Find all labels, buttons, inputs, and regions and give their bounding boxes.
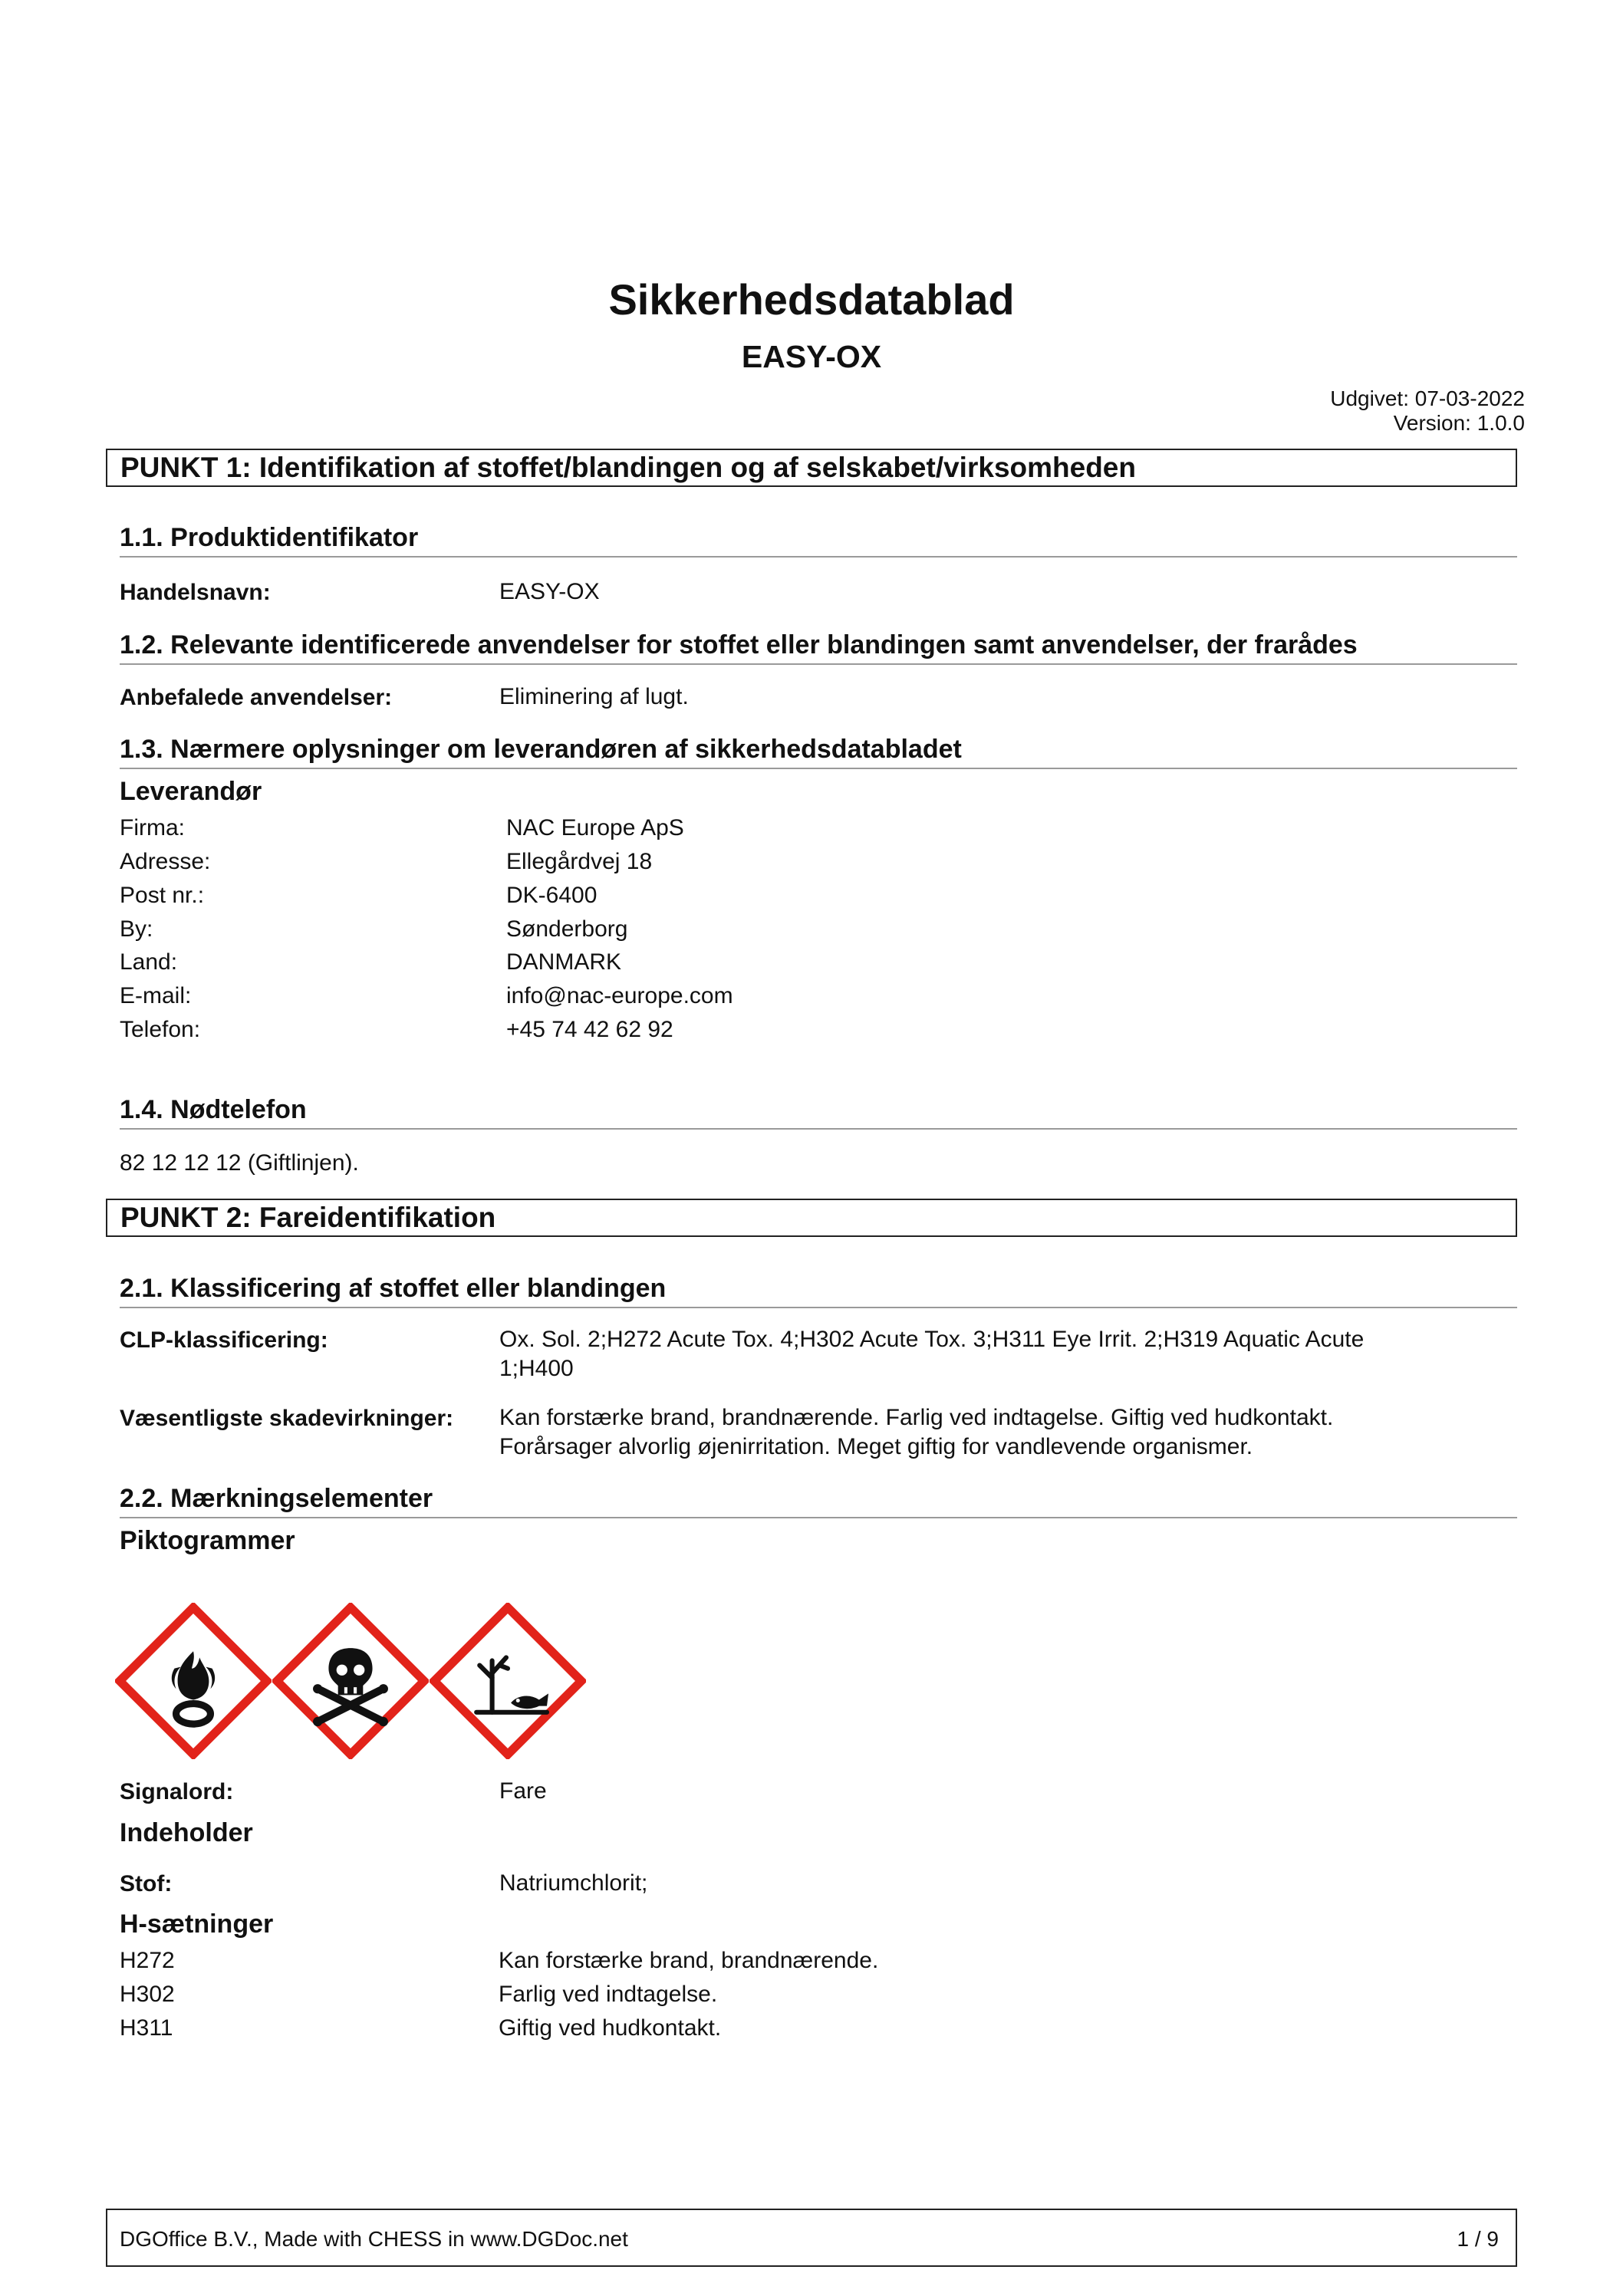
trade-name-label: Handelsnavn: [120,580,271,605]
page-number: 1 / 9 [1457,2227,1499,2251]
h-statements-heading: H-sætninger [120,1909,274,1939]
clp-classification-value [499,1325,1489,1383]
substance-label: Stof: [120,1871,173,1896]
supplier-address-value: Ellegårdvej 18 [506,849,653,874]
subsection-1-3-title: 1.3. Nærmere oplysninger om leverandøren af sikkerhedsdatabladet [120,735,1517,769]
supplier-company-label: Firma: [120,815,185,840]
h-statement-code: H302 [120,1982,175,2007]
contains-heading: Indeholder [120,1818,253,1847]
supplier-phone-value: +45 74 42 62 92 [506,1017,673,1042]
page-footer [106,2209,1517,2267]
clp-classification-label: CLP-klassificering: [120,1327,328,1353]
section-2-heading: PUNKT 2: Fareidentifikation [106,1199,1517,1237]
document-title: Sikkerhedsdatablad [608,275,1015,324]
trade-name-value: EASY-OX [499,579,600,604]
issued-date: Udgivet: 07-03-2022 [1330,387,1525,410]
recommended-use-value: Eliminering af lugt. [499,684,689,709]
h-statement-code: H272 [120,1948,175,1973]
supplier-email-value[interactable]: info@nac-europe.com [506,983,733,1008]
subsection-2-1-title: 2.1. Klassificering af stoffet eller blandingen [120,1274,1517,1308]
supplier-city-value: Sønderborg [506,916,628,942]
section-1-heading: PUNKT 1: Identifikation af stoffet/blandingen og af selskabet/virksomheden [106,449,1517,487]
supplier-city-label: By: [120,916,153,942]
environment-icon [430,1603,586,1759]
flame-over-circle-icon [115,1603,272,1759]
main-effects-value [499,1403,1489,1462]
emergency-phone-value: 82 12 12 12 (Giftlinjen). [120,1150,359,1176]
signal-word-label: Signalord: [120,1779,234,1804]
h-statement-text: Giftig ved hudkontakt. [499,2015,722,2041]
product-name: EASY-OX [741,339,882,374]
supplier-postcode-label: Post nr.: [120,883,205,908]
version: Version: 1.0.0 [1393,411,1525,435]
supplier-address-label: Adresse: [120,849,211,874]
pictograms-heading: Piktogrammer [120,1526,295,1555]
main-effects-line-2: Forårsager alvorlig øjenirritation. Meget giftig for vandlevende organismer. [499,1434,1253,1459]
skull-crossbones-icon [272,1603,429,1759]
substance-value: Natriumchlorit; [499,1870,648,1896]
footer-credit: DGOffice B.V., Made with CHESS in www.DGDoc.net [120,2227,628,2251]
supplier-email-label: E-mail: [120,983,192,1008]
supplier-postcode-value: DK-6400 [506,883,598,908]
subsection-1-2-title: 1.2. Relevante identificerede anvendelser for stoffet eller blandingen samt anvendelser, der frarådes [120,630,1517,665]
supplier-phone-label: Telefon: [120,1017,201,1042]
subsection-2-2-title: 2.2. Mærkningselementer [120,1484,1517,1518]
clp-classification-line-1: Ox. Sol. 2;H272 Acute Tox. 4;H302 Acute Tox. 3;H311 Eye Irrit. 2;H319 Aquatic Acute [499,1327,1365,1352]
h-statement-code: H311 [120,2015,173,2041]
subsection-1-4-title: 1.4. Nødtelefon [120,1095,1517,1130]
h-statement-text: Farlig ved indtagelse. [499,1982,718,2007]
supplier-country-label: Land: [120,949,178,975]
supplier-country-value: DANMARK [506,949,622,975]
h-statement-text: Kan forstærke brand, brandnærende. [499,1948,879,1973]
main-effects-label: Væsentligste skadevirkninger: [120,1406,454,1431]
signal-word-value: Fare [499,1778,547,1804]
supplier-company-value: NAC Europe ApS [506,815,684,840]
subsection-1-1-title: 1.1. Produktidentifikator [120,523,1517,558]
supplier-heading: Leverandør [120,777,262,806]
recommended-use-label: Anbefalede anvendelser: [120,685,393,710]
clp-classification-line-2: 1;H400 [499,1356,574,1381]
main-effects-line-1: Kan forstærke brand, brandnærende. Farlig ved indtagelse. Giftig ved hudkontakt. [499,1405,1334,1430]
